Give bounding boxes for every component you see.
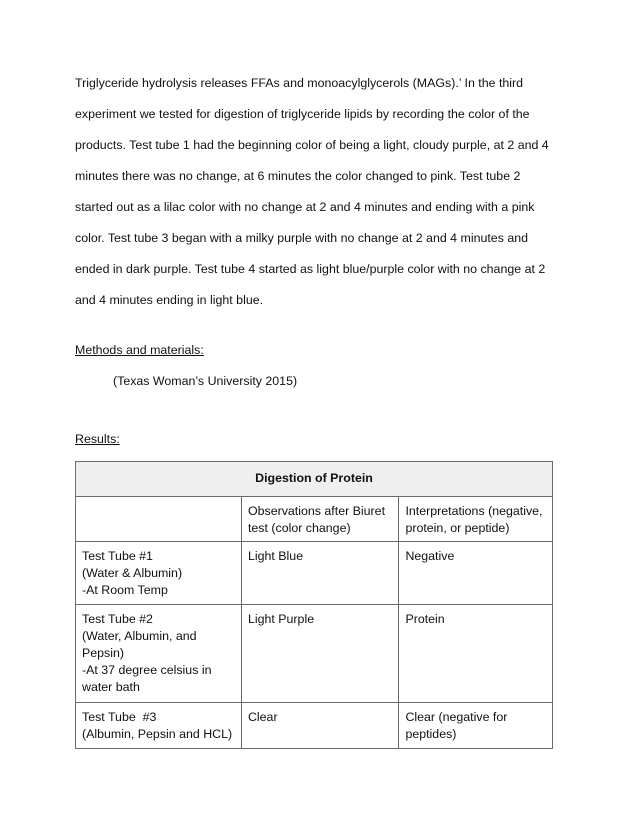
cell-line: -At 37 degree celsius in [82,663,212,677]
cell-line: (Water, Albumin, and [82,629,197,643]
header-cell-empty [76,497,242,542]
observation-cell [241,605,398,703]
paragraph-line: color. Test tube 3 began with a milky purple with no change at 2 and 4 minutes and [75,231,529,245]
interpretation-cell [399,542,553,605]
header-cell-interpretations [399,497,553,542]
paragraph-line: Triglyceride hydrolysis releases FFAs and monoacylglycerols (MAGs).’ In the third [75,76,524,90]
cell-line: Test Tube #2 [82,612,153,626]
intro-paragraph [75,68,570,316]
cell-line: Test Tube #1 [82,549,153,563]
results-heading: Results: [75,432,120,446]
cell-line: Light Blue [247,549,304,563]
interpretation-cell [399,605,553,703]
table-header-row [76,497,553,542]
cell-line: Pepsin) [82,646,125,660]
methods-citation: (Texas Woman’s University 2015) [113,374,298,388]
cell-line: (Albumin, Pepsin and HCL) [82,727,233,741]
paragraph-line: products. Test tube 1 had the beginning color of being a light, cloudy purple, at 2 and 4 [75,138,549,152]
cell-line: Light Purple [247,612,315,626]
header-line: test (color change) [247,521,351,535]
tube-cell [76,605,242,703]
header-line: Interpretations (negative, [405,504,543,518]
paragraph-line: and 4 minutes ending in light blue. [75,293,264,307]
tube-cell [76,542,242,605]
cell-line: Negative [405,549,455,563]
header-cell-observations [241,497,398,542]
table-row [76,542,553,605]
cell-line: Protein [405,612,445,626]
table-row [76,703,553,749]
observation-cell [241,542,398,605]
digestion-of-protein-table [75,461,553,749]
tube-cell [76,703,242,749]
cell-line: Clear (negative for [405,710,508,724]
table-title: Digestion of Protein [76,462,553,497]
header-line: protein, or peptide) [405,521,510,535]
header-line: Observations after Biuret [247,504,386,518]
table-row [76,605,553,703]
paragraph-line: ended in dark purple. Test tube 4 started as light blue/purple color with no change at 2 [75,262,546,276]
cell-line: -At Room Temp [82,583,168,597]
table-caption-row [76,462,553,497]
cell-line: water bath [82,680,140,694]
paragraph-line: minutes there was no change, at 6 minutes the color changed to pink. Test tube 2 [75,169,521,183]
cell-line: Test Tube #3 [82,710,157,724]
cell-line: (Water & Albumin) [82,566,183,580]
cell-line: Clear [247,710,278,724]
methods-heading: Methods and materials: [75,343,204,357]
interpretation-cell [399,703,553,749]
paragraph-line: experiment we tested for digestion of triglyceride lipids by recording the color of the [75,107,530,121]
observation-cell [241,703,398,749]
cell-line: peptides) [405,727,457,741]
paragraph-line: started out as a lilac color with no change at 2 and 4 minutes and ending with a pink [75,200,535,214]
